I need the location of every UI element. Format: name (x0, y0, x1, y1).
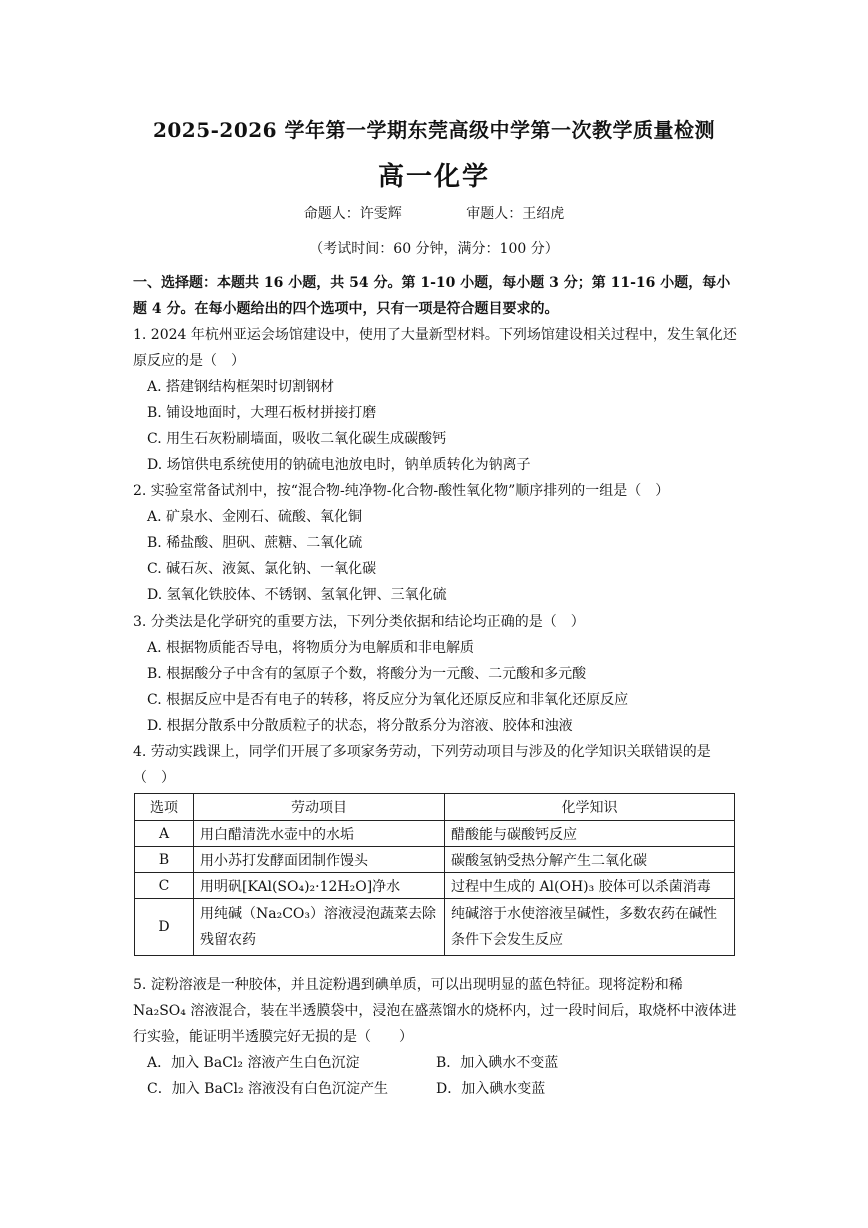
table-cell: 用小苏打发酵面团制作馒头 (194, 847, 445, 873)
table-cell: 用白醋清洗水壶中的水垢 (194, 821, 445, 847)
table-cell: A (135, 821, 194, 847)
table-header-cell: 选项 (135, 794, 194, 821)
question-5-option-a: A．加入 BaCl₂ 溶液产生白色沉淀 (147, 1055, 360, 1071)
question-2-option-d: D. 氢氧化铁胶体、不锈钢、氢氧化钾、三氧化硫 (147, 587, 447, 603)
question-2-stem: 2. 实验室常备试剂中，按“混合物-纯净物-化合物-酸性氧化物”顺序排列的一组是（ ） (133, 483, 670, 499)
table-cell: 醋酸能与碳酸钙反应 (445, 821, 735, 847)
table-cell: 过程中生成的 Al(OH)₃ 胶体可以杀菌消毒 (445, 873, 735, 899)
question-3-option-d: D. 根据分散系中分散质粒子的状态，将分散系分为溶液、胶体和浊液 (147, 718, 573, 734)
question-5-option-b: B．加入碘水不变蓝 (436, 1055, 559, 1071)
question-3-option-b: B. 根据酸分子中含有的氢原子个数，将酸分为一元酸、二元酸和多元酸 (147, 666, 587, 682)
section-instructions: 一、选择题：本题共 16 小题，共 54 分。第 1-10 小题，每小题 3 分；第 11-16 小题，每小题 4 分。在每小题给出的四个选项中，只有一项是符合题目要求的。 (133, 275, 731, 317)
exam-info: （考试时间：60 分钟，满分：100 分） (309, 241, 559, 257)
question-5-stem: 5. 淀粉溶液是一种胶体，并且淀粉遇到碘单质，可以出现明显的蓝色特征。现将淀粉和稀 Na₂SO₄ 溶液混合，装在半透膜袋中，浸泡在盛蒸馏水的烧杯内，过一段时间后，取烧杯中液体进行实验，能证明半透膜完好无损的是（ ） (133, 977, 737, 1045)
table-header-cell: 化学知识 (445, 794, 735, 821)
exam-authors (0, 203, 868, 223)
question-1-option-c: C. 用生石灰粉刷墙面，吸收二氧化碳生成碳酸钙 (147, 431, 447, 447)
question-2-option-c: C. 碱石灰、液氮、氯化钠、一氧化碳 (147, 561, 377, 577)
question-3-option-c: C. 根据反应中是否有电子的转移，将反应分为氧化还原反应和非氧化还原反应 (147, 692, 629, 708)
table-header-row (135, 794, 735, 821)
reviewer-label: 审题人：王绍虎 (466, 206, 565, 222)
question-4-table (134, 793, 735, 956)
question-2-option-b: B. 稀盐酸、胆矾、蔗糖、二氧化硫 (147, 535, 363, 551)
table-cell: 纯碱溶于水使溶液呈碱性，多数农药在碱性条件下会发生反应 (445, 899, 735, 956)
table-row (135, 899, 735, 956)
table-cell: 用纯碱（Na₂CO₃）溶液浸泡蔬菜去除残留农药 (194, 899, 445, 956)
table-cell: B (135, 847, 194, 873)
question-3-stem: 3. 分类法是化学研究的重要方法，下列分类依据和结论均正确的是（ ） (133, 614, 585, 630)
question-2-option-a: A. 矿泉水、金刚石、硫酸、氧化铜 (147, 509, 363, 525)
table-cell: 用明矾[KAl(SO₄)₂·12H₂O]净水 (194, 873, 445, 899)
question-1-option-a: A. 搭建钢结构框架时切割钢材 (147, 379, 335, 395)
question-5-option-d: D．加入碘水变蓝 (436, 1081, 546, 1097)
question-4-stem: 4. 劳动实践课上，同学们开展了多项家务劳动，下列劳动项目与涉及的化学知识关联错误的是（ ） (133, 744, 711, 786)
question-3-option-a: A. 根据物质能否导电，将物质分为电解质和非电解质 (147, 640, 475, 656)
table-header-cell: 劳动项目 (194, 794, 445, 821)
question-5-option-c: C．加入 BaCl₂ 溶液没有白色沉淀产生 (147, 1081, 389, 1097)
exam-subject: 高一化学 (377, 162, 490, 192)
author-label: 命题人：许雯辉 (303, 206, 402, 222)
table-cell: C (135, 873, 194, 899)
table-row (135, 821, 735, 847)
table-row (135, 873, 735, 899)
table-cell: 碳酸氢钠受热分解产生二氧化碳 (445, 847, 735, 873)
question-1-option-d: D. 场馆供电系统使用的钠硫电池放电时，钠单质转化为钠离子 (147, 457, 531, 473)
question-1-stem: 1. 2024 年杭州亚运会场馆建设中，使用了大量新型材料。下列场馆建设相关过程中，发生氧化还原反应的是（ ） (133, 327, 737, 369)
exam-title: 2025-2026 学年第一学期东莞高级中学第一次教学质量检测 (152, 118, 716, 142)
table-cell: D (135, 899, 194, 956)
table-row (135, 847, 735, 873)
question-1-option-b: B. 铺设地面时，大理石板材拼接打磨 (147, 405, 377, 421)
